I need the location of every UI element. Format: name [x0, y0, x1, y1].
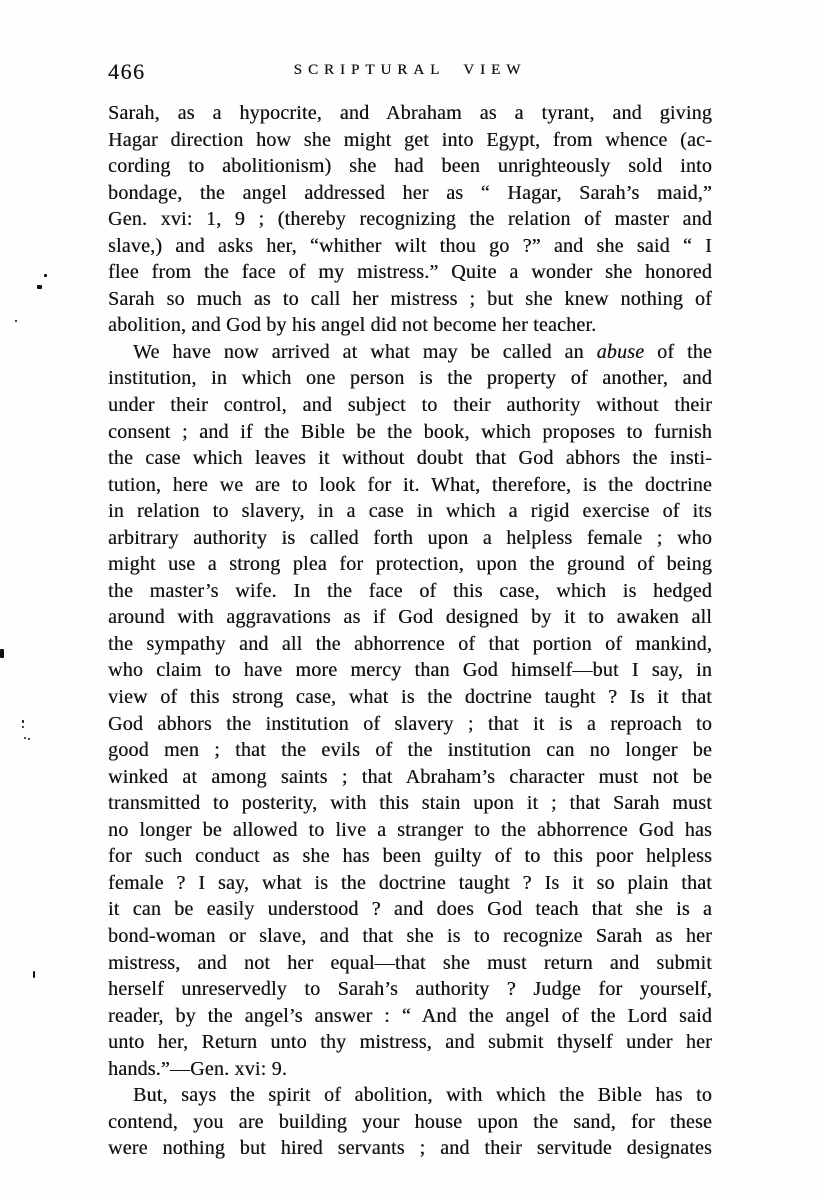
text-line: it can be easily understood ? and does God teach that she is a — [108, 898, 712, 921]
text-line: contend, you are building your house upon the sand, for these — [108, 1110, 712, 1133]
scan-speck — [24, 737, 26, 739]
text-line: female ? I say, what is the doctrine taught ? Is it so plain that — [108, 871, 712, 894]
text-line: might use a strong plea for protection, upon the ground of being — [108, 553, 712, 576]
scan-speck — [22, 726, 24, 728]
scan-speck — [44, 274, 47, 277]
text-line: But, says the spirit of abolition, with which the Bible has to — [133, 1084, 712, 1107]
text-line: We have now arrived at what may be called an abuse of the — [133, 340, 712, 363]
text-line: unto her, Return unto thy mistress, and submit thyself under her — [108, 1031, 712, 1054]
text-line: the sympathy and all the abhorrence of that portion of mankind, — [108, 632, 712, 655]
text-line: God abhors the institution of slavery ; that it is a reproach to — [108, 712, 712, 735]
text-line: Sarah so much as to call her mistress ; but she knew nothing of — [108, 287, 712, 310]
text-line: view of this strong case, what is the doctrine taught ? Is it that — [108, 686, 712, 709]
paragraph — [108, 339, 712, 1082]
text-line: under their control, and subject to their authority without their — [108, 394, 712, 417]
text-line: flee from the face of my mistress.” Quite a wonder she honored — [108, 261, 712, 284]
text-line: abolition, and God by his angel did not become her teacher. — [108, 314, 597, 337]
text-line: mistress, and not her equal—that she must return and submit — [108, 951, 712, 974]
text-line: cording to abolitionism) she had been unrighteously sold into — [108, 155, 712, 178]
text-line: arbitrary authority is called forth upon a helpless female ; who — [108, 526, 712, 549]
text-line: the master’s wife. In the face of this case, which is hedged — [108, 579, 712, 602]
scan-speck — [28, 738, 30, 740]
text-line: Gen. xvi: 1, 9 ; (thereby recognizing the relation of master and — [108, 208, 712, 231]
text-block — [108, 100, 712, 1162]
text-line: the case which leaves it without doubt that God abhors the insti- — [108, 447, 712, 470]
text-line: for such conduct as she has been guilty of to this poor helpless — [108, 845, 712, 868]
text-line: bondage, the angel addressed her as “ Hagar, Sarah’s maid,” — [108, 181, 712, 204]
scan-speck — [33, 971, 35, 978]
text-line: Sarah, as a hypocrite, and Abraham as a tyrant, and giving — [108, 102, 712, 124]
text-line: good men ; that the evils of the institution can no longer be — [108, 739, 712, 762]
text-line: around with aggravations as if God designed by it to awaken all — [108, 606, 712, 629]
running-head: SCRIPTURAL VIEW — [293, 62, 527, 78]
text-line: winked at among saints ; that Abraham’s character must not be — [108, 765, 712, 788]
scan-speck — [37, 285, 42, 289]
scan-speck — [22, 720, 24, 723]
text-line: hands.”—Gen. xvi: 9. — [108, 1057, 287, 1080]
text-line: bond-woman or slave, and that she is to recognize Sarah as her — [108, 924, 712, 947]
text-line: institution, in which one person is the property of another, and — [108, 367, 712, 390]
text-line: herself unreservedly to Sarah’s authority ? Judge for yourself, — [108, 978, 712, 1001]
text-line: who claim to have more mercy than God himself—but I say, in — [108, 659, 712, 682]
text-line: in relation to slavery, in a case in which a rigid exercise of its — [108, 500, 712, 523]
text-line: were nothing but hired servants ; and their servitude designates — [108, 1137, 712, 1160]
scan-speck — [15, 320, 17, 322]
text-line: transmitted to posterity, with this stain upon it ; that Sarah must — [108, 792, 712, 815]
paragraph — [108, 100, 712, 339]
page-header — [108, 59, 712, 85]
scan-speck — [0, 649, 4, 658]
text-line: slave,) and asks her, “whither wilt thou go ?” and she said “ I — [108, 234, 712, 257]
page-number: 466 — [108, 59, 146, 84]
paragraph — [108, 1082, 712, 1162]
text-line: no longer be allowed to live a stranger to the abhorrence God has — [108, 818, 712, 841]
text-line: tution, here we are to look for it. What, therefore, is the doctrine — [108, 473, 712, 496]
text-line: Hagar direction how she might get into Egypt, from whence (ac- — [108, 128, 712, 151]
text-line: reader, by the angel’s answer : “ And the angel of the Lord said — [108, 1004, 712, 1027]
text-line: consent ; and if the Bible be the book, which proposes to furnish — [108, 420, 712, 443]
